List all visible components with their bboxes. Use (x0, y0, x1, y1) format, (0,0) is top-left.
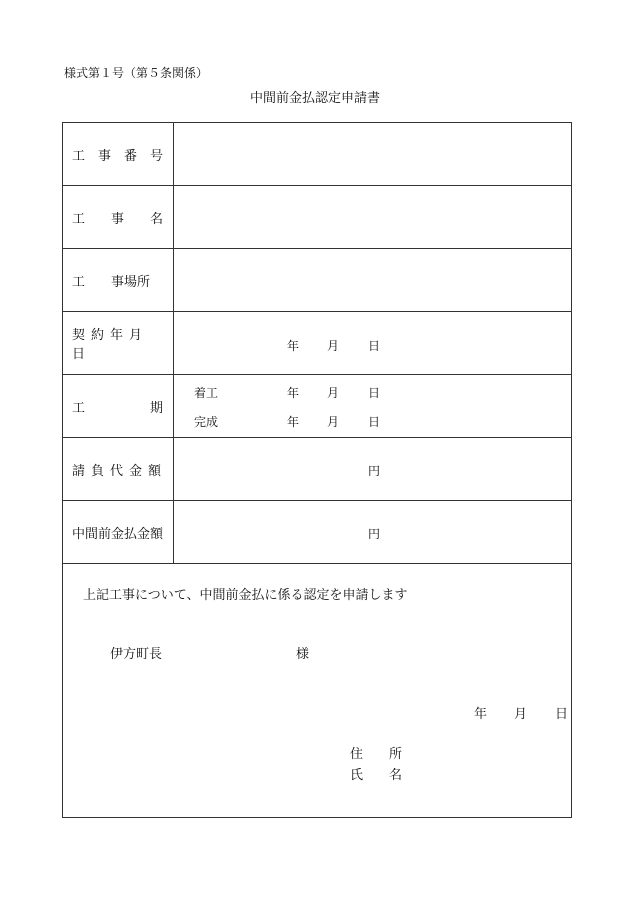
contract-amount-unit: 円 (368, 464, 381, 478)
contract-year-marker: 年 (287, 339, 300, 353)
construction-name-label: 工 事 名 (63, 186, 174, 248)
application-form-table (62, 122, 572, 818)
construction-number-label: 工 事 番 号 (63, 123, 174, 185)
address-label: 住 所 (350, 747, 403, 762)
construction-site-row (63, 249, 571, 312)
start-month-marker: 月 (327, 386, 340, 400)
contract-amount-label: 請負代金額 (63, 438, 174, 500)
contract-amount-row (63, 438, 571, 501)
construction-site-field[interactable] (174, 249, 571, 311)
contract-amount-field[interactable] (174, 438, 571, 500)
contract-day-marker: 日 (368, 339, 381, 353)
document-title: 中間前金払認定申請書 (249, 91, 380, 106)
honorific: 様 (296, 647, 310, 662)
application-month-marker: 月 (514, 707, 528, 722)
declaration-section (63, 560, 571, 817)
interim-amount-unit: 円 (368, 527, 381, 541)
construction-period-label: 工 期 (63, 375, 174, 437)
construction-number-row (63, 123, 571, 186)
interim-amount-label: 中間前金払金額 (63, 501, 174, 563)
end-year-marker: 年 (287, 415, 300, 429)
construction-period-field[interactable] (174, 375, 571, 437)
start-year-marker: 年 (287, 386, 300, 400)
construction-number-field[interactable] (174, 123, 571, 185)
contract-date-row (63, 312, 571, 375)
construction-period-row (63, 375, 571, 438)
interim-amount-row (63, 501, 571, 564)
end-month-marker: 月 (327, 415, 340, 429)
interim-amount-field[interactable] (174, 501, 571, 563)
start-label: 着工 (194, 386, 219, 400)
form-number: 様式第１号（第５条関係） (64, 66, 209, 80)
contract-date-label: 契約年月日 (63, 312, 174, 374)
contract-date-field[interactable] (174, 312, 571, 374)
declaration-statement: 上記工事について、中間前金払に係る認定を申請します (83, 588, 408, 603)
addressee: 伊方町長 (110, 647, 163, 662)
end-label: 完成 (194, 415, 219, 429)
construction-site-label: 工 事場所 (63, 249, 174, 311)
application-year-marker: 年 (474, 707, 488, 722)
construction-name-row (63, 186, 571, 249)
name-label: 氏 名 (350, 768, 403, 783)
end-day-marker: 日 (368, 415, 381, 429)
construction-name-field[interactable] (174, 186, 571, 248)
contract-month-marker: 月 (327, 339, 340, 353)
start-day-marker: 日 (368, 386, 381, 400)
application-day-marker: 日 (555, 707, 569, 722)
